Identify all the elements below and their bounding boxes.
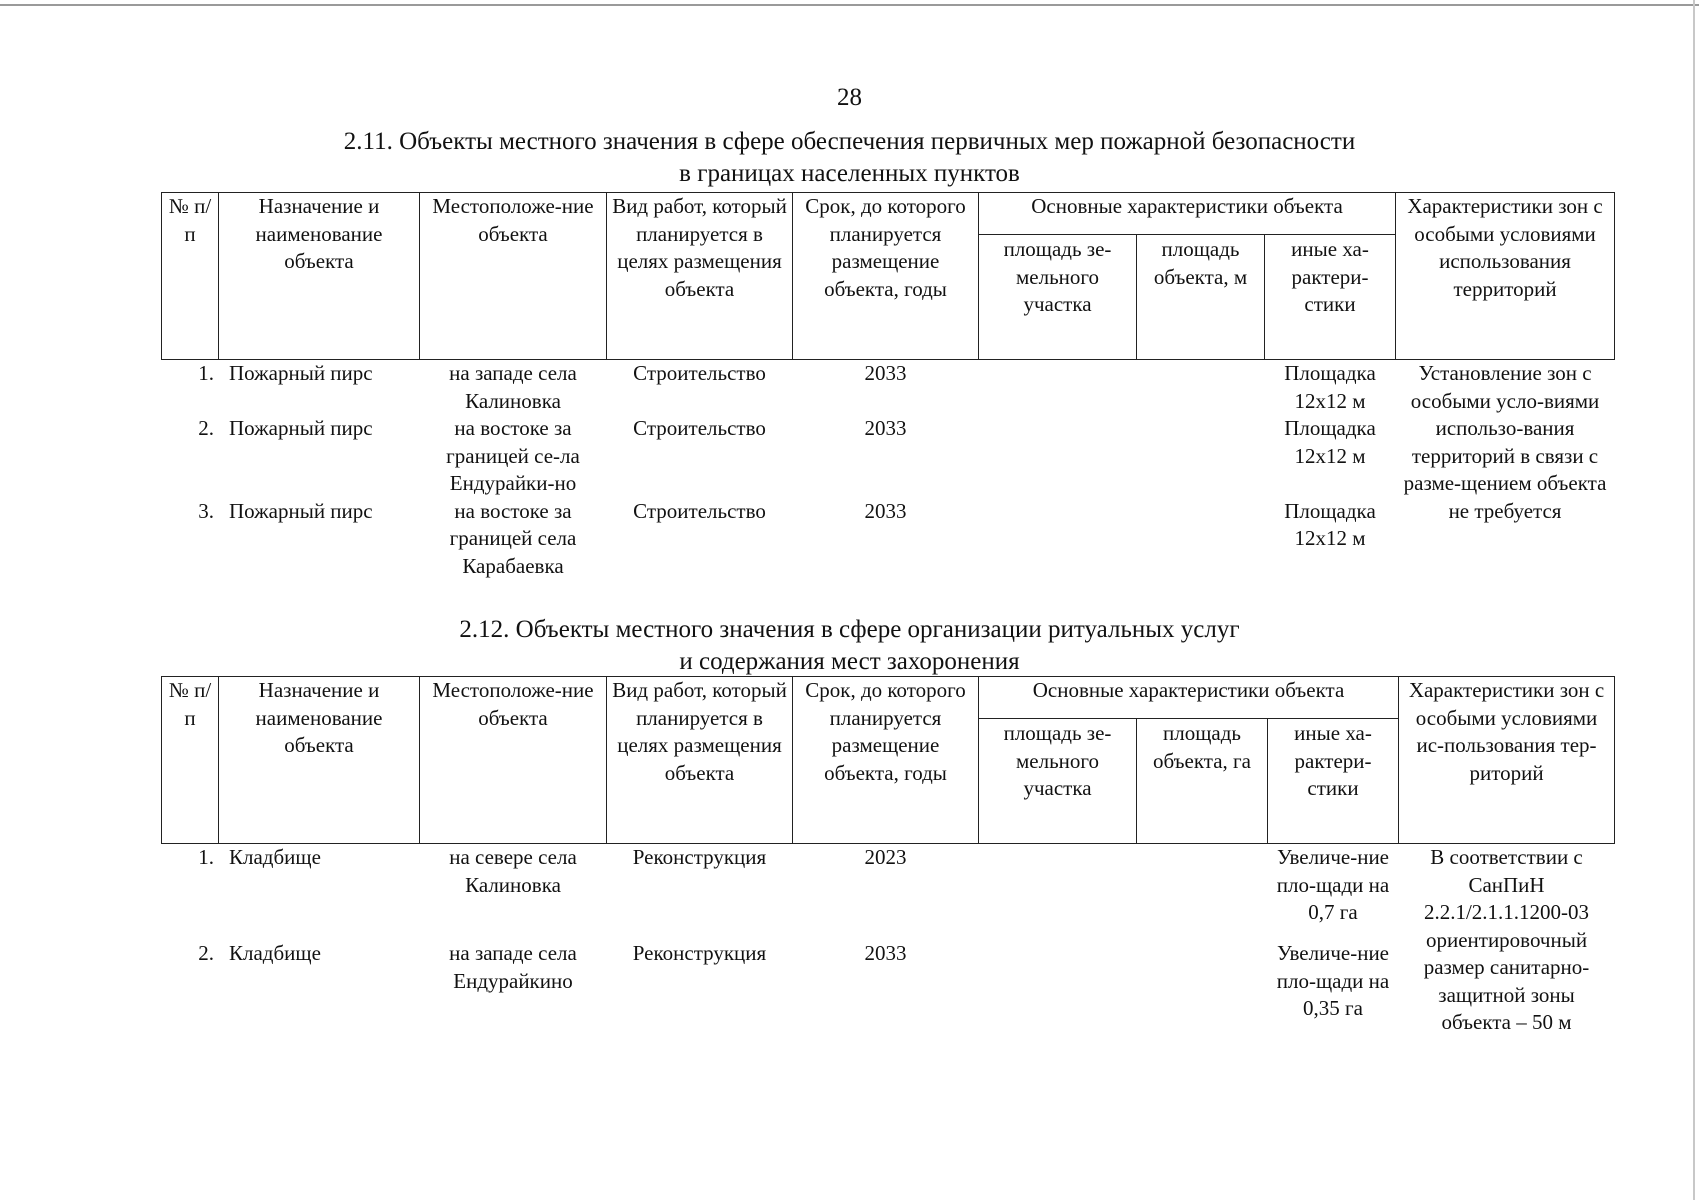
row-work-type: Реконструкция (632, 941, 767, 966)
header-zones: Характеристики зон с особыми условиями ис-пользования тер-риторий (1399, 677, 1615, 844)
header-object-area: площадь объекта, га (1137, 719, 1268, 844)
header-name: Назначение и наименование объекта (219, 193, 420, 360)
row-object-area (1137, 360, 1265, 416)
row-location: на западе села Ендурайкино (449, 941, 577, 993)
row-object-area (1137, 844, 1268, 941)
row-term: 2033 (864, 416, 907, 440)
row-other-characteristics: Увеличе-ние пло-щади на 0,7 га (1276, 845, 1390, 924)
row-location: на востоке за границей се-ла Ендурайки-но (446, 416, 580, 495)
zones-note: В соответствии с СанПиН 2.2.1/2.1.1.1200-03 ориентировочный размер санитарно-защитной зоны объекта – 50 м (1423, 845, 1590, 1034)
row-term: 2033 (864, 498, 907, 523)
section-211-title-line2: в границах населенных пунктов (679, 160, 1020, 187)
row-name: Пожарный пирс (229, 361, 373, 385)
row-object-area (1137, 940, 1268, 1036)
table-row (162, 844, 1615, 941)
row-land-area (979, 844, 1137, 941)
header-work-type: Вид работ, который планируется в целях размещения объекта (607, 677, 793, 844)
header-main-characteristics: Основные характеристики объекта (979, 193, 1396, 235)
row-land-area (979, 498, 1137, 581)
row-work-type: Строительство (633, 361, 766, 385)
header-object-area: площадь объекта, м (1137, 235, 1265, 360)
row-land-area (979, 940, 1137, 1036)
row-other-characteristics: Площадка 12х12 м (1284, 416, 1376, 468)
section-212-title (0, 614, 1699, 678)
section-211-title (0, 126, 1699, 190)
scan-top-border (0, 4, 1699, 6)
header-work-type: Вид работ, который планируется в целях размещения объекта (607, 193, 793, 360)
header-other-characteristics: иные ха-рактери-стики (1268, 719, 1399, 844)
row-land-area (979, 360, 1137, 416)
section-212-title-line2: и содержания мест захоронения (679, 648, 1020, 675)
row-name: Кладбище (229, 845, 321, 869)
section-212-title-line1: 2.12. Объекты местного значения в сфере организации ритуальных услуг (459, 616, 1240, 643)
row-location: на западе села Калиновка (449, 361, 577, 413)
header-num: № п/п (162, 193, 219, 360)
row-term: 2033 (864, 361, 907, 385)
table-ritual-services (161, 676, 1615, 1037)
row-term: 2033 (864, 941, 907, 966)
row-work-type: Строительство (633, 416, 766, 440)
header-name: Назначение и наименование объекта (219, 677, 420, 844)
zones-note: Установление зон с особыми усло-виями использо-вания территорий в связи с разме-щением объекта не требуется (1403, 361, 1607, 523)
header-other-characteristics: иные ха-рактери-стики (1265, 235, 1396, 360)
header-num: № п/п (162, 677, 219, 844)
row-name: Пожарный пирс (229, 416, 373, 440)
header-zones: Характеристики зон с особыми условиями использования территорий (1396, 193, 1615, 360)
row-name: Кладбище (229, 941, 321, 966)
row-work-type: Реконструкция (632, 845, 767, 869)
header-main-characteristics: Основные характеристики объекта (979, 677, 1399, 719)
section-211-title-line1: 2.11. Объекты местного значения в сфере обеспечения первичных мер пожарной безопасности (343, 128, 1356, 155)
header-land-area: площадь зе-мельного участка (979, 719, 1137, 844)
row-work-type: Строительство (633, 498, 766, 523)
row-name: Пожарный пирс (229, 498, 373, 523)
header-term: Срок, до которого планируется размещение объекта, годы (793, 677, 979, 844)
row-other-characteristics: Увеличе-ние пло-щади на 0,35 га (1276, 941, 1390, 1021)
page-number: 28 (837, 84, 862, 111)
row-location: на востоке за границей села Карабаевка (449, 498, 577, 578)
row-other-characteristics: Площадка 12х12 м (1284, 361, 1376, 413)
header-location: Местоположе-ние объекта (420, 677, 607, 844)
row-num: 1. (198, 845, 214, 869)
row-term: 2023 (864, 845, 907, 869)
row-land-area (979, 415, 1137, 498)
table-fire-safety (161, 192, 1615, 580)
table-row (162, 360, 1615, 416)
header-location: Местоположе-ние объекта (420, 193, 607, 360)
row-num: 2. (198, 416, 214, 440)
row-num: 2. (198, 941, 214, 966)
header-land-area: площадь зе-мельного участка (979, 235, 1137, 360)
row-object-area (1137, 415, 1265, 498)
row-num: 3. (198, 498, 214, 523)
row-object-area (1137, 498, 1265, 581)
row-other-characteristics: Площадка 12х12 м (1284, 498, 1376, 550)
row-num: 1. (198, 361, 214, 385)
header-term: Срок, до которого планируется размещение объекта, годы (793, 193, 979, 360)
table-row (162, 940, 1615, 1036)
row-location: на севере села Калиновка (449, 845, 577, 897)
